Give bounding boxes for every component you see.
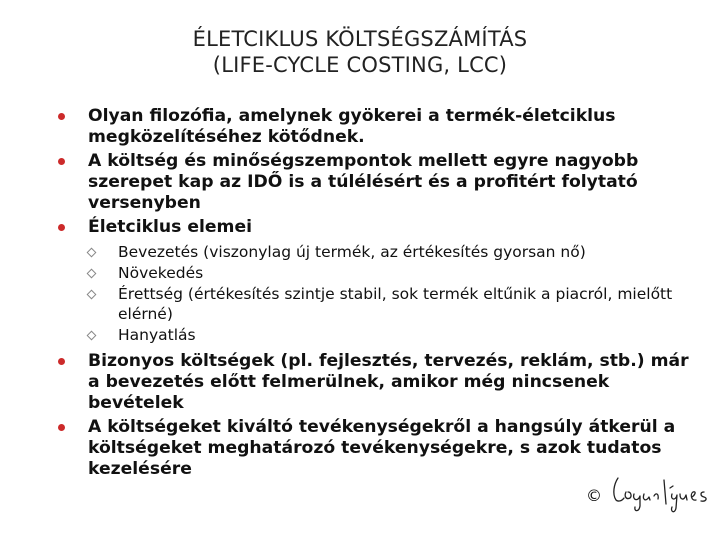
sub-bullet-item bbox=[86, 263, 706, 283]
bullet-item bbox=[56, 351, 706, 414]
sub-bullet-text: Hanyatlás bbox=[118, 326, 196, 344]
bullet-dot-icon bbox=[58, 358, 65, 365]
title-line-2: (LIFE-CYCLE COSTING, LCC) bbox=[212, 53, 508, 77]
diamond-icon bbox=[87, 331, 97, 341]
diamond-icon bbox=[87, 248, 97, 258]
sub-bullet-item bbox=[86, 325, 706, 345]
sub-bullet-text: Érettség (értékesítés szintje stabil, sok termék eltűnik a piacról, mielőtt elérné) bbox=[118, 285, 673, 323]
title-line-1: ÉLETCIKLUS KÖLTSÉGSZÁMÍTÁS bbox=[192, 27, 528, 51]
sub-bullet-text: Bevezetés (viszonylag új termék, az értékesítés gyorsan nő) bbox=[118, 243, 586, 261]
bullet-text: Bizonyos költségek (pl. fejlesztés, tervezés, reklám, stb.) már a bevezetés előtt felmerülnek, amikor még nincsenek bevételek bbox=[88, 351, 689, 413]
bullet-item bbox=[56, 106, 706, 148]
diamond-icon bbox=[87, 290, 97, 300]
bullet-dot-icon bbox=[58, 224, 65, 231]
copyright-mark: © bbox=[586, 486, 602, 505]
bullet-list bbox=[56, 106, 706, 483]
bullet-dot-icon bbox=[58, 424, 65, 431]
sub-bullet-item bbox=[86, 284, 706, 324]
bullet-text: A költségeket kiváltó tevékenységekről a hangsúly átkerül a költségeket meghatározó tevékenységekre, s azok tudatos kezelésére bbox=[88, 417, 676, 479]
bullet-item bbox=[56, 151, 706, 214]
bullet-item bbox=[56, 217, 706, 345]
signature-icon bbox=[604, 470, 716, 516]
diamond-icon bbox=[87, 269, 97, 279]
slide-title bbox=[0, 26, 720, 78]
sub-bullet-item bbox=[86, 242, 706, 262]
bullet-dot-icon bbox=[58, 158, 65, 165]
bullet-text: A költség és minőségszempontok mellett egyre nagyobb szerepet kap az IDŐ is a túlélésért és a profitért folytató versenyben bbox=[88, 151, 639, 213]
sub-bullet-list bbox=[86, 242, 706, 345]
bullet-dot-icon bbox=[58, 113, 65, 120]
bullet-text: Olyan filozófia, amelynek gyökerei a termék-életciklus megközelítéséhez kötődnek. bbox=[88, 106, 616, 147]
sub-bullet-text: Növekedés bbox=[118, 264, 204, 282]
bullet-text: Életciklus elemei bbox=[88, 217, 253, 237]
